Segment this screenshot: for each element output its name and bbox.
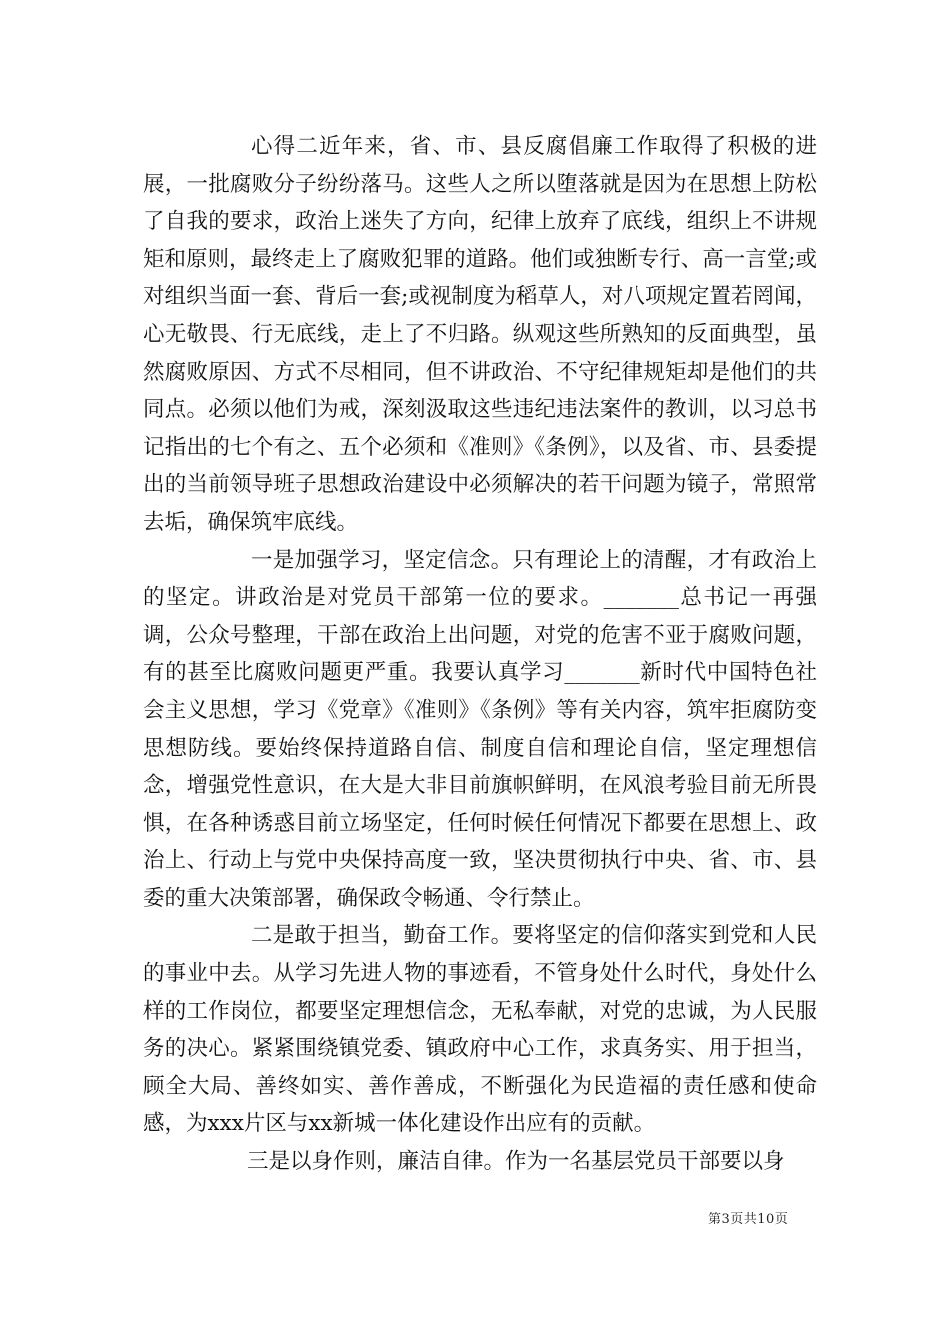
paragraph-point-three: 三是以身作则，廉洁自律。作为一名基层党员干部要以身 bbox=[247, 1149, 785, 1175]
paragraph-point-two: 二是敢于担当，勤奋工作。要将坚定的信仰落实到党和人民的事业中去。从学习先进人物的事迹看，不管身处什么时代，身处什么样的工作岗位，都要坚定理想信念，无私奉献，对党的忠诚，为人民服务的决心。紧紧围绕镇党委、镇政府中心工作，求真务实、用于担当，顾全大局、善终如实、善作善成，不断强化为民造福的责任感和使命感，为xxx片区与xx新城一体化建设作出应有的贡献。 bbox=[143, 923, 817, 1137]
paragraph-intro: 心得二近年来，省、市、县反腐倡廉工作取得了积极的进展，一批腐败分子纷纷落马。这些人之所以堕落就是因为在思想上防松了自我的要求，政治上迷失了方向，纪律上放弃了底线，组织上不讲规矩和原则，最终走上了腐败犯罪的道路。他们或独断专行、高一言堂;或对组织当面一套、背后一套;或视制度为稻草人，对八项规定置若罔闻，心无敬畏、行无底线，走上了不归路。纵观这些所熟知的反面典型，虽然腐败原因、方式不尽相同，但不讲政治、不守纪律规矩却是他们的共同点。必须以他们为戒，深刻汲取这些违纪违法案件的教训，以习总书记指出的七个有之、五个必须和《准则》《条例》，以及省、市、县委提出的当前领导班子思想政治建设中必须解决的若干问题为镜子，常照常去垢，确保筑牢底线。 bbox=[143, 134, 817, 535]
page-number-footer: 第3页共10页 bbox=[708, 1212, 789, 1227]
paragraph-point-one: 一是加强学习，坚定信念。只有理论上的清醒，才有政治上的坚定。讲政治是对党员干部第一位的要求。_______总书记一再强调，公众号整理，干部在政治上出问题，对党的危害不亚于腐败问题，有的甚至比腐败问题更严重。我要认真学习_______新时代中国特色社会主义思想，学习《党章》《准则》《条例》等有关内容，筑牢拒腐防变思想防线。要始终保持道路自信、制度自信和理论自信，坚定理想信念，增强党性意识，在大是大非目前旗帜鲜明，在风浪考验目前无所畏惧，在各种诱惑目前立场坚定，任何时候任何情况下都要在思想上、政治上、行动上与党中央保持高度一致，坚决贯彻执行中央、省、市、县委的重大决策部署，确保政令畅通、令行禁止。 bbox=[143, 547, 817, 911]
document-body bbox=[143, 128, 817, 1181]
